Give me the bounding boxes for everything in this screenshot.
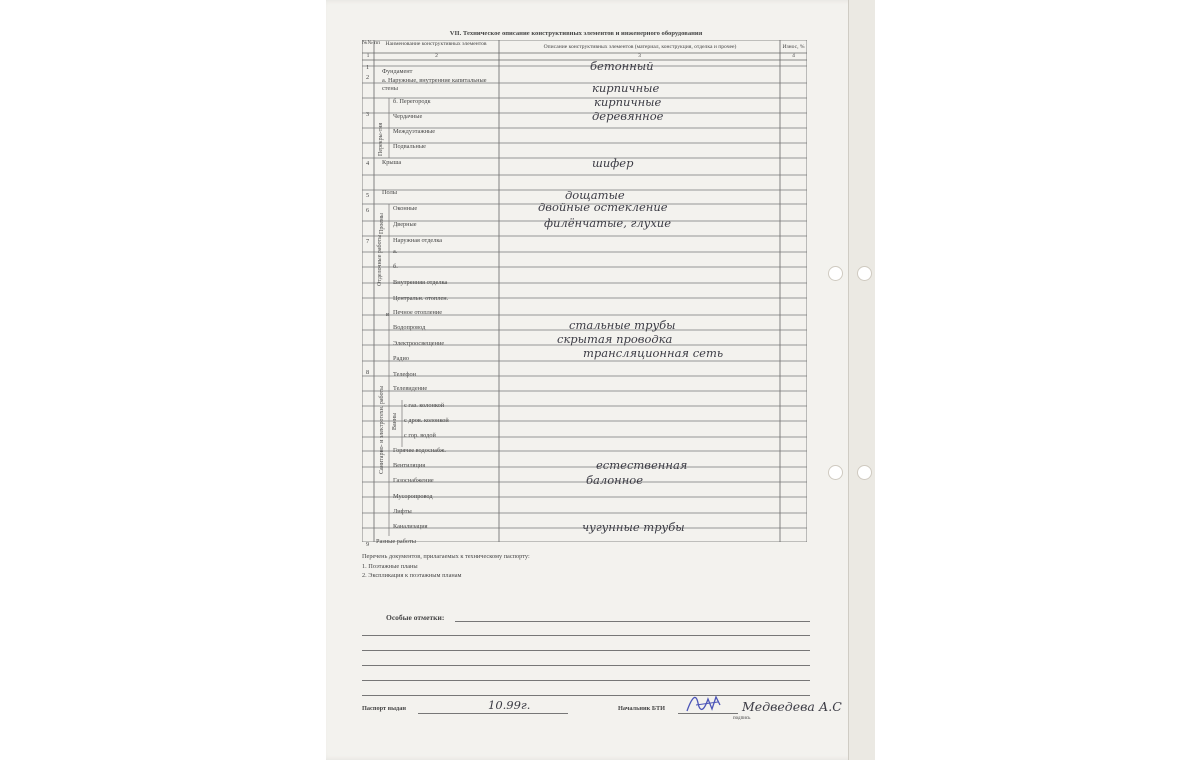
binder-hole [828, 465, 843, 480]
col-number: 4 [792, 53, 795, 59]
binder-hole [857, 465, 872, 480]
row-label: б. Перегородк [393, 98, 431, 105]
header-wear: Износ, % [782, 44, 805, 50]
col-number: 3 [638, 53, 641, 59]
row-label: Вентиляция [393, 462, 426, 469]
documents-item: 2. Экспликация к поэтажным планам [362, 572, 462, 579]
row-value: чугунные трубы [582, 520, 685, 534]
documents-item: 1. Поэтажные планы [362, 563, 418, 570]
row-value: дощатые [565, 188, 625, 202]
row-label: Чердачные [393, 113, 423, 120]
row-value: двойные остекление [538, 200, 668, 214]
notes-line [455, 621, 810, 622]
row-label: Радио [393, 355, 410, 362]
issued-label: Паспорт выдан [362, 705, 406, 712]
row-label: Подвальные [393, 143, 426, 150]
row-value: кирпичные [592, 81, 660, 95]
row-number: 7 [366, 238, 370, 245]
row-label: Междуэтажные [393, 128, 436, 135]
group-label: Проемы [379, 213, 385, 234]
notes-label: Особые отметки: [386, 613, 445, 622]
row-value: кирпичные [594, 95, 662, 109]
row-number: 2 [366, 74, 370, 81]
notes-line [362, 680, 810, 681]
row-label: Канализация [393, 523, 428, 530]
group-label: Отделочные работы [377, 234, 383, 286]
row-number: 6 [366, 207, 370, 214]
row-label: б. [393, 263, 398, 270]
signature-mark [684, 691, 724, 715]
row-value: балонное [586, 473, 644, 487]
signature-caption: подпись [733, 716, 751, 721]
row-label: Фундамент [382, 68, 413, 75]
row-label: Внутренняя отделка [393, 279, 448, 286]
documents-heading: Перечень документов, прилагаемых к техническому паспорту: [362, 553, 530, 560]
issued-date: 10.99г. [488, 698, 531, 712]
row-number: 5 [366, 192, 370, 199]
row-number: 3 [366, 111, 370, 118]
row-label: Центральн. отоплен. [393, 295, 449, 302]
row-label: с дров. колонкой [404, 417, 449, 424]
group-label: в [386, 311, 389, 318]
row-value: шифер [592, 156, 634, 170]
row-value: стальные трубы [569, 318, 676, 332]
table-grid [362, 40, 807, 542]
notes-line [362, 695, 810, 696]
header-num: №№ пп [362, 40, 381, 46]
row-number: 4 [366, 160, 370, 167]
group-label: Перекры-тия [378, 122, 384, 156]
row-label: Водопровод [393, 324, 426, 331]
row-label: Лифты [393, 508, 412, 515]
row-label: Оконные [393, 205, 418, 212]
row-label: Мусоропровод [393, 493, 433, 500]
next-page-edge [848, 0, 875, 760]
header-desc: Описание конструктивных элементов (материал, конструкция, отделка и прочее) [543, 44, 737, 50]
binder-hole [828, 266, 843, 281]
row-label: Крыша [382, 159, 402, 166]
header-name: Наименование конструктивных элементов [385, 41, 487, 47]
row-label: Телевидение [393, 385, 428, 392]
row-value: скрытая проводка [557, 332, 673, 346]
notes-line [362, 635, 810, 636]
row-number: 8 [366, 369, 370, 376]
group-label: Ванны [392, 412, 398, 430]
form-title: VII. Техническое описание конструктивных элементов и инженерного оборудования [449, 30, 703, 37]
row-value: трансляционная сеть [583, 346, 724, 360]
group-label: Санитарно- и электротехн. работы [379, 385, 385, 474]
row-label: Наружная отделка [393, 237, 443, 244]
notes-line [362, 650, 810, 651]
row-label: а. [393, 248, 398, 255]
row-number: 1 [366, 64, 370, 71]
row-value: деревянное [592, 109, 664, 123]
row-value: филёнчатые, глухие [544, 216, 672, 230]
row-label: Электроосвещение [393, 340, 445, 347]
notes-line [362, 665, 810, 666]
row-label: Печное отопление [393, 309, 443, 316]
row-label: Разные работы [376, 538, 416, 545]
row-value: естественная [596, 458, 688, 472]
col-number: 2 [435, 53, 438, 59]
row-number: 9 [366, 541, 370, 548]
row-label: Телефон [393, 371, 417, 378]
row-label: а. Наружные, внутренние капитальные стены [382, 77, 487, 92]
issued-line [418, 713, 568, 714]
chief-label: Начальник БТИ [618, 705, 666, 712]
row-label: Полы [382, 189, 397, 196]
row-label: с газ. колонкой [404, 402, 445, 409]
col-number: 1 [366, 53, 370, 59]
construction-elements-table [362, 40, 807, 548]
row-label: Газоснабжение [393, 477, 434, 484]
row-label: с гор. водой [404, 432, 436, 439]
chief-name: Медведева А.С [742, 699, 842, 714]
row-label: Дверные [393, 221, 417, 228]
row-label: Горячее водоснабж. [393, 447, 446, 454]
row-value: бетонный [590, 59, 654, 73]
binder-hole [857, 266, 872, 281]
